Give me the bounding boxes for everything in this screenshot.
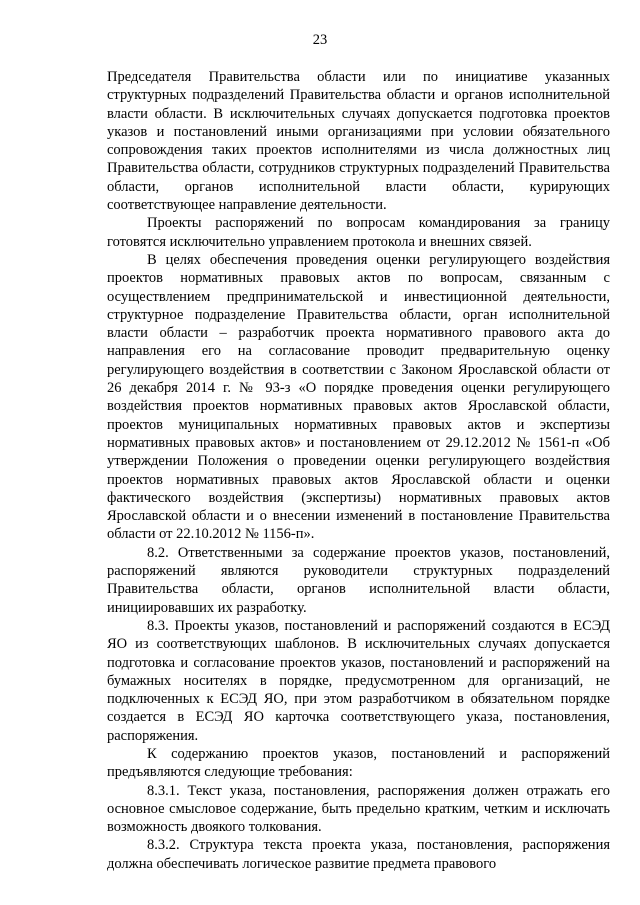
paragraph: Проекты распоряжений по вопросам командирования за границу готовятся исключительно управлением протокола и внешних связей. [107, 215, 610, 250]
paragraph: 8.3.2. Структура текста проекта указа, постановления, распоряжения должна обеспечивать логическое развитие предмета правового [107, 837, 610, 872]
body-text [107, 68, 610, 873]
paragraph: 8.3. Проекты указов, постановлений и распоряжений создаются в ЕСЭД ЯО из соответствующих шаблонов. В исключительных случаях допускается подготовка и согласование проектов указов, постановлений и распоряжений на бумажных носителях в порядке, предусмотренном для организаций, не подключенных к ЕСЭД ЯО, при этом разработчиком в обязательном порядке создается в ЕСЭД ЯО карточка соответствующего указа, постановления, распоряжения. [107, 617, 610, 744]
paragraph: 8.2. Ответственными за содержание проектов указов, постановлений, распоряжений являются руководители структурных подразделений Правительства области, органов исполнительной власти области, инициировавших их разработку. [107, 544, 610, 616]
page-number: 23 [312, 32, 328, 48]
paragraph: В целях обеспечения проведения оценки регулирующего воздействия проектов нормативных правовых актов по вопросам, связанным с осуществлением предпринимательской и инвестиционной деятельности, структурное подразделение Правительства области, орган исполнительной власти области – разработчик проекта нормативного правового акта до направления его на согласование проводит предварительную оценку регулирующего воздействия в соответствии с Законом Ярославской области от 26 декабря 2014 г. № 93-з «О порядке проведения оценки регулирующего воздействия проектов нормативных правовых актов Ярославской области, проектов муниципальных нормативных правовых актов и экспертизы нормативных правовых актов» и постановлением от 29.12.2012 № 1561-п «Об утверждении Положения о проведении оценки регулирующего воздействия проектов нормативных правовых актов Ярославской области и оценки фактического воздействия (экспертизы) нормативных правовых актов Ярославской области и о внесении изменений в постановление Правительства области от 22.10.2012 № 1156-п». [107, 251, 610, 543]
paragraph: 8.3.1. Текст указа, постановления, распоряжения должен отражать его основное смысловое содержание, быть предельно кратким, четким и исключать возможность двоякого толкования. [107, 782, 610, 836]
paragraph: Председателя Правительства области или по инициативе указанных структурных подразделений Правительства области и органов исполнительной власти области. В исключительных случаях допускается подготовка проектов указов и постановлений иными организациями при условии обязательного сопровождения таких проектов исполнителями из числа должностных лиц Правительства области, сотрудников структурных подразделений Правительства области, органов исполнительной власти области, курирующих соответствующее направление деятельности. [107, 69, 610, 214]
paragraph: К содержанию проектов указов, постановлений и распоряжений предъявляются следующие требования: [107, 745, 610, 781]
